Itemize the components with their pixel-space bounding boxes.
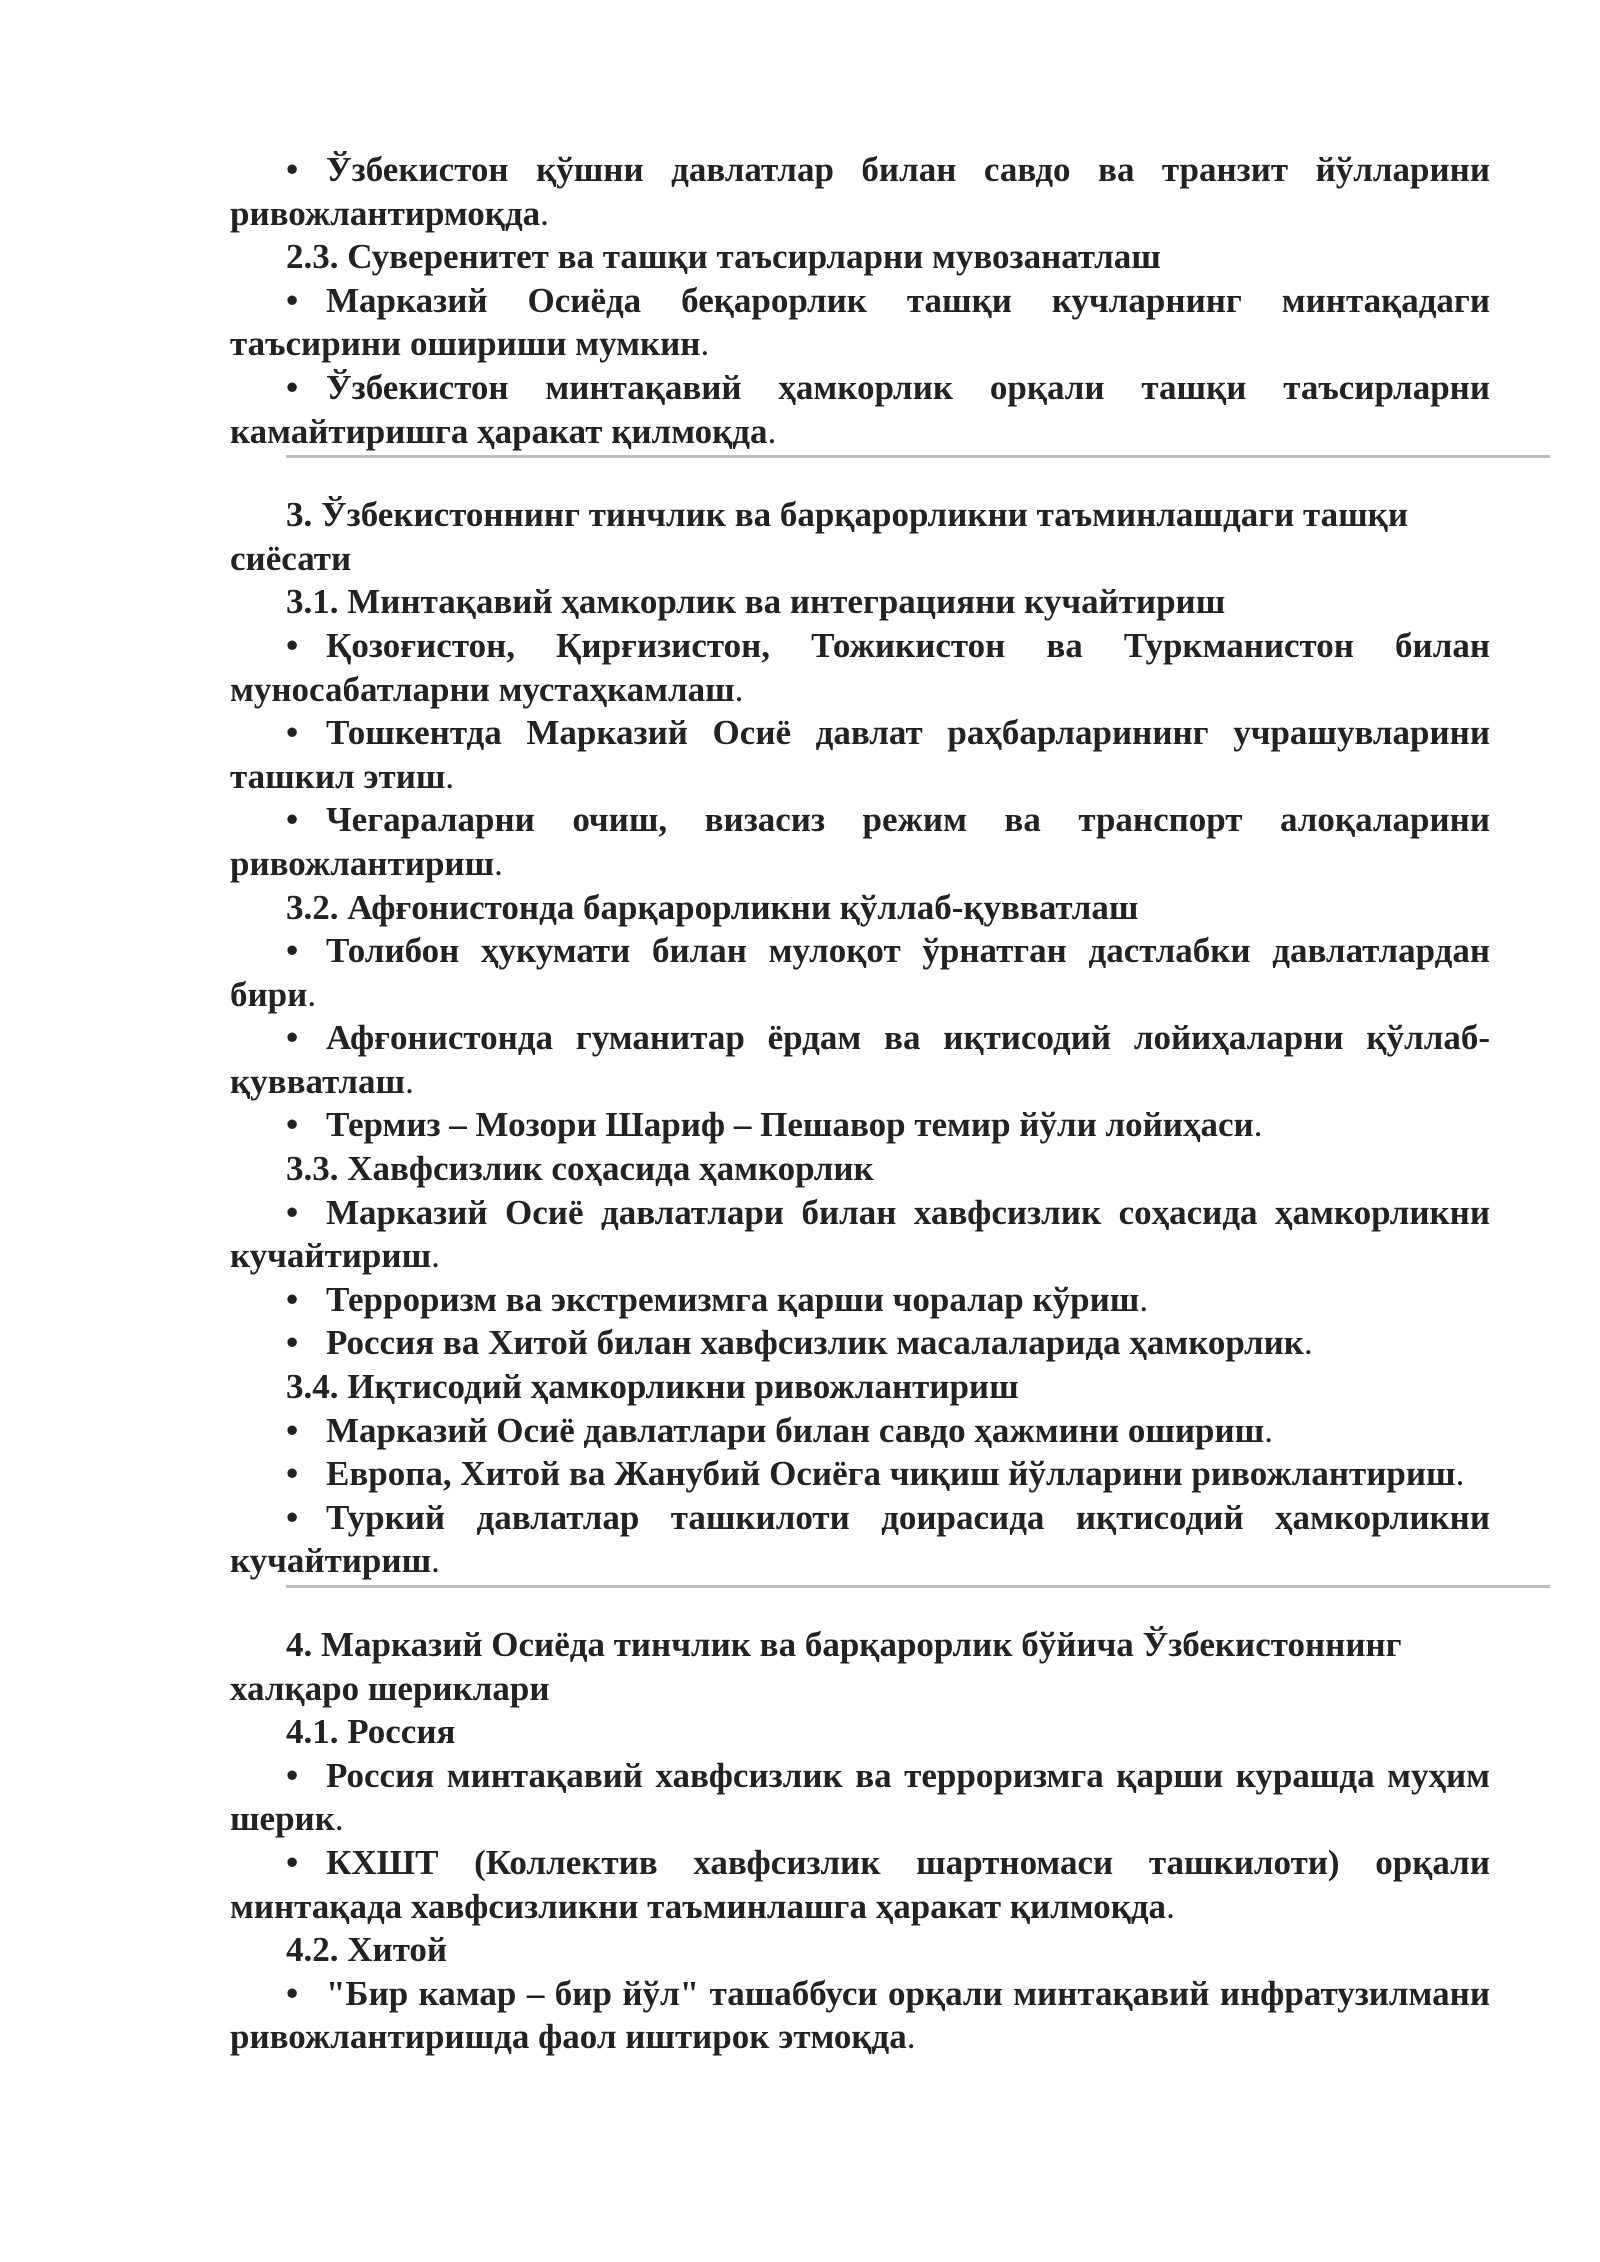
list-item-text: Ўзбекистон қўшни давлатлар билан савдо ва транзит йўлларини ривожлантирмоқда (230, 150, 1490, 233)
list-item-text: Терроризм ва экстремизмга қарши чоралар кўриш (326, 1279, 1140, 1319)
list-item: • Чегараларни очиш, визасиз режим ва транспорт алоқаларини ривожлантириш. (230, 800, 1490, 883)
bullet-icon: • (286, 1279, 299, 1319)
bullet-icon: • (286, 280, 299, 320)
list-item: • Терроризм ва экстремизмга қарши чоралар кўриш. (230, 1278, 1490, 1322)
subsection-heading: 3.3. Хавфсизлик соҳасида ҳамкорлик (286, 1149, 874, 1189)
bullet-icon: • (286, 1842, 299, 1882)
bullet-icon: • (286, 1497, 299, 1537)
list-item-text: Толибон ҳукумати билан мулоқот ўрнатган дастлабки давлатлардан бири (230, 931, 1490, 1014)
subsection-heading: 4.2. Хитой (286, 1930, 448, 1970)
list-item-text: Афғонистонда гуманитар ёрдам ва иқтисодий лойиҳаларни қўллаб-қувватлаш (230, 1018, 1490, 1101)
bullet-icon: • (286, 1454, 299, 1494)
list-item: • Қозоғистон, Қирғизистон, Тожикистон ва Туркманистон билан муносабатларни мустаҳкамлаш. (230, 625, 1490, 709)
bullet-icon: • (286, 1323, 299, 1363)
section-divider (286, 455, 1550, 458)
list-item-text: Марказий Осиё давлатлари билан хавфсизлик соҳасида ҳамкорликни кучайтириш (230, 1192, 1490, 1276)
bullet-icon: • (286, 931, 299, 971)
list-item: • КХШТ (Коллектив хавфсизлик шартномаси ташкилоти) орқали минтақада хавфсизликни таъминлашга ҳаракат қилмоқда. (230, 1842, 1490, 1926)
list-item-text: Европа, Хитой ва Жанубий Осиёга чиқиш йўлларини ривожлантириш (326, 1454, 1456, 1494)
list-item: • "Бир камар – бир йўл" ташаббуси орқали минтақавий инфратузилмани ривожлантиришда фаол иштирок этмоқда. (230, 1973, 1490, 2057)
list-item: • Ўзбекистон минтақавий ҳамкорлик орқали ташқи таъсирларни камайтиришга ҳаракат қилмоқда. (230, 367, 1490, 451)
list-item: • Ўзбекистон қўшни давлатлар билан савдо ва транзит йўлларини ривожлантирмоқда. (230, 150, 1490, 233)
list-item-text: Марказий Осиё давлатлари билан савдо ҳажмини ошириш (326, 1410, 1265, 1450)
subsection-heading: 2.3. Суверенитет ва ташқи таъсирларни мувозанатлаш (286, 237, 1161, 277)
list-item: • Европа, Хитой ва Жанубий Осиёга чиқиш йўлларини ривожлантириш. (230, 1452, 1490, 1496)
bullet-icon: • (286, 625, 299, 665)
list-item: • Россия минтақавий хавфсизлик ва терроризмга қарши курашда муҳим шерик. (230, 1755, 1490, 1839)
subsection-heading: 3.2. Афғонистонда барқарорликни қўллаб-қувватлаш (286, 887, 1139, 927)
list-item-text: Россия ва Хитой билан хавфсизлик масалаларида ҳамкорлик (326, 1323, 1304, 1363)
list-item: • Афғонистонда гуманитар ёрдам ва иқтисодий лойиҳаларни қўллаб-қувватлаш. (230, 1018, 1490, 1101)
list-item: • Тошкентда Марказий Осиё давлат раҳбарларининг учрашувларини ташкил этиш. (230, 713, 1490, 796)
list-item-text: Ўзбекистон минтақавий ҳамкорлик орқали ташқи таъсирларни камайтиришга ҳаракат қилмоқда (230, 367, 1490, 451)
bullet-icon: • (286, 1410, 299, 1450)
list-item-text: Чегараларни очиш, визасиз режим ва транспорт алоқаларини ривожлантириш (230, 800, 1490, 883)
list-item-text: Туркий давлатлар ташкилоти доирасида иқтисодий ҳамкорликни кучайтириш (230, 1497, 1490, 1581)
section-divider (286, 1585, 1550, 1588)
list-item: • Россия ва Хитой билан хавфсизлик масалаларида ҳамкорлик. (230, 1321, 1490, 1365)
bullet-icon: • (286, 713, 299, 753)
list-item-text: Россия минтақавий хавфсизлик ва терроризмга қарши курашда муҳим шерик (230, 1755, 1490, 1839)
bullet-icon: • (286, 1018, 299, 1058)
section-heading: 3. Ўзбекистоннинг тинчлик ва барқарорликни таъминлашдаги ташқи сиёсати (230, 495, 1408, 578)
subsection-heading: 4.1. Россия (286, 1712, 456, 1752)
list-item: • Туркий давлатлар ташкилоти доирасида иқтисодий ҳамкорликни кучайтириш. (230, 1497, 1490, 1581)
list-item-text: Қозоғистон, Қирғизистон, Тожикистон ва Туркманистон билан муносабатларни мустаҳкамлаш (230, 625, 1490, 709)
bullet-icon: • (286, 1105, 299, 1145)
list-item-text: КХШТ (Коллектив хавфсизлик шартномаси ташкилоти) орқали минтақада хавфсизликни таъминлашга ҳаракат қилмоқда (230, 1842, 1490, 1926)
bullet-icon: • (286, 367, 299, 407)
list-item-text: Термиз – Мозори Шариф – Пешавор темир йўли лойиҳаси (326, 1105, 1254, 1145)
list-item-text: "Бир камар – бир йўл" ташаббуси орқали минтақавий инфратузилмани ривожлантиришда фаол иштирок этмоқда (230, 1973, 1490, 2057)
list-item: • Толибон ҳукумати билан мулоқот ўрнатган дастлабки давлатлардан бири. (230, 931, 1490, 1014)
bullet-icon: • (286, 150, 299, 189)
list-item-text: Марказий Осиёда беқарорлик ташқи кучларнинг минтақадаги таъсирини ошириши мумкин (230, 280, 1490, 364)
list-item: • Марказий Осиё давлатлари билан хавфсизлик соҳасида ҳамкорликни кучайтириш. (230, 1192, 1490, 1276)
document-page (230, 148, 1490, 2059)
subsection-heading: 3.4. Иқтисодий ҳамкорликни ривожлантириш (286, 1367, 1019, 1407)
bullet-icon: • (286, 800, 299, 840)
list-item-text: Тошкентда Марказий Осиё давлат раҳбарларининг учрашувларини ташкил этиш (230, 713, 1490, 796)
bullet-icon: • (286, 1973, 299, 2013)
section-heading: 4. Марказий Осиёда тинчлик ва барқарорлик бўйича Ўзбекистоннинг халқаро шериклари (230, 1625, 1402, 1708)
bullet-icon: • (286, 1192, 299, 1232)
list-item: • Марказий Осиёда беқарорлик ташқи кучларнинг минтақадаги таъсирини ошириши мумкин. (230, 280, 1490, 364)
list-item: • Марказий Осиё давлатлари билан савдо ҳажмини ошириш. (230, 1409, 1490, 1453)
subsection-heading: 3.1. Минтақавий ҳамкорлик ва интеграцияни кучайтириш (286, 582, 1226, 622)
list-item: • Термиз – Мозори Шариф – Пешавор темир йўли лойиҳаси. (230, 1103, 1490, 1147)
bullet-icon: • (286, 1755, 299, 1795)
